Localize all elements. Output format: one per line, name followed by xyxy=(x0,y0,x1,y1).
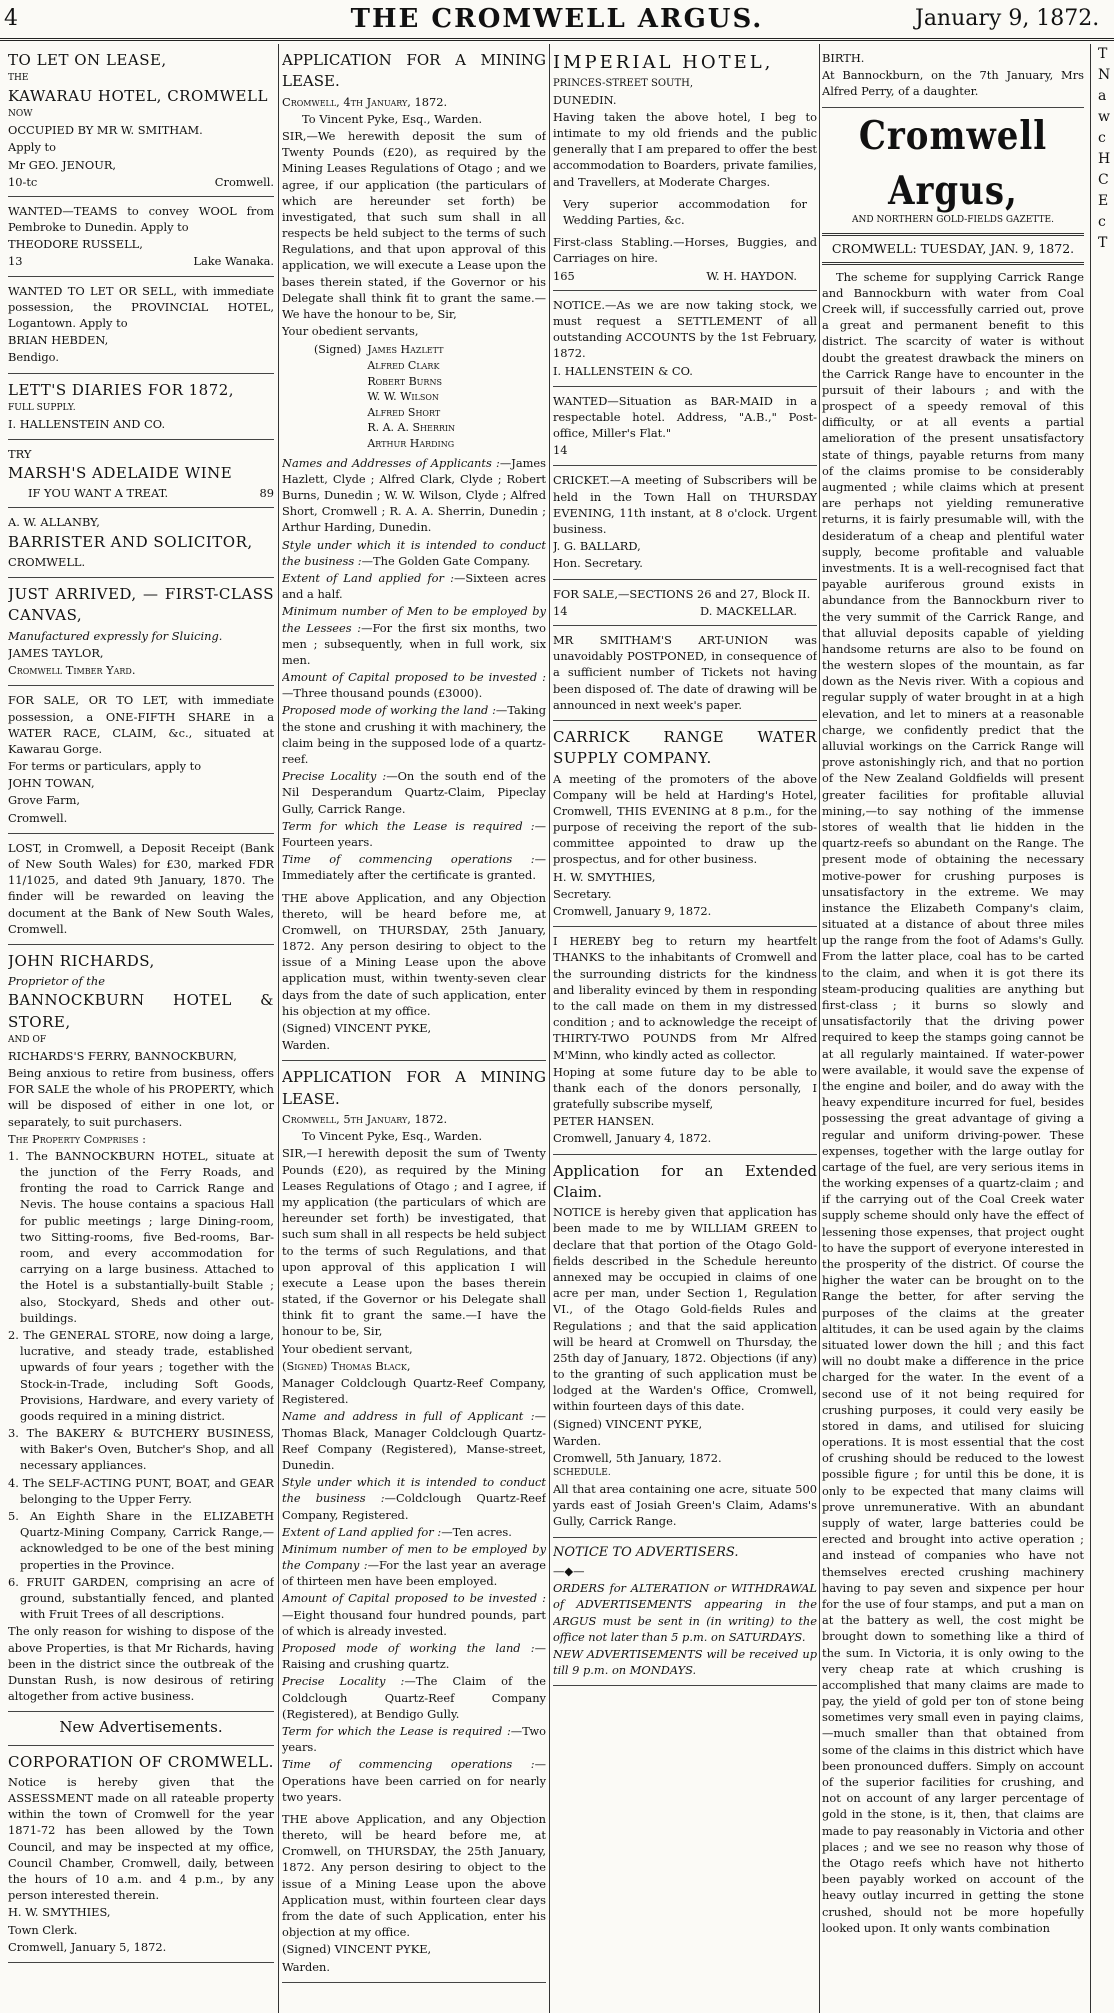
cutoff-letter: T xyxy=(1098,46,1108,62)
stock-notice-ad xyxy=(553,291,817,387)
ad-heading: A. W. ALLANBY, xyxy=(8,515,100,530)
ad-heading: BARRISTER AND SOLICITOR, xyxy=(8,532,253,551)
field-label: Extent of Land applied for : xyxy=(282,570,454,585)
ad-date: Cromwell, January 4, 1872. xyxy=(553,1131,712,1146)
ad-date: Cromwell, 5th January, 1872. xyxy=(282,1112,448,1127)
field-label: Style under which it is intended to conduct the business : xyxy=(282,537,546,568)
field-value: —Thomas Black, Manager Coldclough Quartz-Reef Company (Registered), Manse-street, Dunedin. xyxy=(282,1409,546,1472)
field-value: —James Hazlett, Clyde ; Alfred Clark, Clyde ; Robert Burns, Dunedin ; W. W. Wilson, Clyde ; Alfred Short, Cromwell ; R. A. A. Sherrin, Dunedin ; Arthur Harding, Dunedin. xyxy=(282,455,546,535)
signatory-name: Alfred Short xyxy=(367,405,441,419)
richards-property-ad xyxy=(8,945,274,1712)
field-value: —The Claim of the Coldclough Quartz-Reef Company (Registered), at Bendigo Gully. xyxy=(282,1674,546,1721)
ad-heading: JOHN RICHARDS, xyxy=(8,951,155,970)
ad-text: NOTICE is hereby given that application has been made to me by WILLIAM GREEN to declare that that portion of the Otago Gold-fields described in the Schedule hereunto annexed may be occupied in claims of one acre per man, under Section 1, Regulation VI., of the Otago Gold-fields Rules and Regulations ; and that the said application will be heard at Cromwell on Thursday, the 25th day of January, 1872. Objections (if any) to the granting of such application must be lodged at the Warden's Office, Cromwell, within fourteen days of this date. xyxy=(553,1205,817,1414)
ad-heading: MARSH'S ADELAIDE WINE xyxy=(8,464,233,482)
ad-heading: APPLICATION FOR A MINING LEASE. xyxy=(282,1068,546,1108)
ad-text: To Vincent Pyke, Esq., Warden. xyxy=(302,111,483,126)
ad-text: FOR SALE,—SECTIONS 26 and 27, Block II. xyxy=(553,586,811,601)
ornament: —◆— xyxy=(553,1564,585,1579)
ad-heading: IMPERIAL HOTEL, xyxy=(553,52,774,73)
water-race-ad xyxy=(8,686,274,834)
cutoff-letter: E xyxy=(1098,193,1109,209)
cutoff-letter: N xyxy=(1098,67,1111,83)
ad-text: THE above Application, and any Objection thereto, will be heard before me, at Cromwell, on THURSDAY, the 25th January, 1872. Any person desiring to object to the issue of a Mining Lease upon the above Application must, within fourteen clear days from the date of such Application, enter his objection at my office. xyxy=(282,1811,546,1940)
ad-text: THE xyxy=(8,73,29,84)
ad-date: Cromwell, 4th January, 1872. xyxy=(282,94,448,109)
newspaper-title: THE CROMWELL ARGUS. xyxy=(350,4,764,34)
ad-text: First-class Stabling.—Horses, Buggies, and Carriages on hire. xyxy=(553,235,817,266)
ad-text: IF YOU WANT A TREAT. xyxy=(28,486,169,501)
ad-text: Hon. Secretary. xyxy=(553,556,643,571)
corporation-notice xyxy=(8,1746,274,1963)
page-number: 4 xyxy=(4,6,18,31)
ad-text: A meeting of the promoters of the above Company will be held at Harding's Hotel, Cromwell, THIS EVENING at 8 p.m., for the purpose of receiving the report of the sub-committee appointed to draw up the prospectus, and for other business. xyxy=(553,771,817,867)
ad-text: At Bannockburn, on the 7th January, Mrs Alfred Perry, of a daughter. xyxy=(822,68,1084,99)
ad-text: Hoping at some future day to be able to thank each of the donors personally, I gratefully subscribe myself, xyxy=(553,1064,817,1112)
ad-signature: (Signed) VINCENT PYKE, xyxy=(282,1021,432,1036)
lost-receipt-ad xyxy=(8,834,274,945)
field-value: —Sixteen acres and a half. xyxy=(282,570,546,602)
notice-to-advertisers xyxy=(553,1538,817,1687)
field-value: —Three thousand pounds (£3000). xyxy=(282,686,483,701)
field-label: Minimum number of men to be employed by the Company : xyxy=(282,1541,546,1573)
field-label: Proposed mode of working the land : xyxy=(282,1641,535,1656)
list-item: 2. The GENERAL STORE, now doing a large, lucrative, and steady trade, established upwards of four years ; together with the Stock-in-Trade, including Soft Goods, Provisions, Hardware, and every variety of goods required in a mining district. xyxy=(8,1327,274,1423)
ad-text: Warden. xyxy=(282,1038,330,1053)
ad-text: OCCUPIED BY MR W. SMITHAM. xyxy=(8,123,203,138)
field-value: —Immediately after the certificate is granted. xyxy=(282,852,546,883)
ad-signature: H. W. SMYTHIES, xyxy=(8,1905,111,1920)
ad-place: CROMWELL. xyxy=(8,554,86,569)
ad-heading: Application for an Extended Claim. xyxy=(553,1161,817,1201)
ad-text: All that area containing one acre, situate 500 yards east of Josiah Green's Claim, Adams's Gully, Carrick Range. xyxy=(553,1482,817,1529)
column-5-cutoff xyxy=(1098,44,1114,2013)
divider xyxy=(822,233,1084,236)
ad-text: NEW ADVERTISEMENTS will be received up till 9 p.m. on MONDAYS. xyxy=(553,1646,817,1678)
canvas-ad xyxy=(8,578,274,686)
field-label: Minimum number of Men to be employed by the Lessees : xyxy=(282,604,546,635)
marsh-wine-ad xyxy=(8,440,274,509)
ad-heading: RICHARDS'S FERRY, BANNOCKBURN, xyxy=(8,1048,237,1063)
ad-text: To Vincent Pyke, Esq., Warden. xyxy=(302,1129,483,1144)
field-label: Style under which it is intended to conduct the business : xyxy=(282,1475,546,1506)
signatory-list xyxy=(367,342,459,451)
ad-signature: I. HALLENSTEIN AND CO. xyxy=(8,416,166,431)
ad-date: Cromwell, January 9, 1872. xyxy=(553,904,712,919)
ad-subheading: The Property Comprises : xyxy=(8,1131,146,1146)
field-value: —Coldclough Quartz-Reef Company, Registered. xyxy=(282,1491,546,1522)
ad-text: Your obedient servants, xyxy=(282,324,419,339)
ad-text: Warden. xyxy=(553,1433,601,1448)
editorial-subtitle: AND NORTHERN GOLD-FIELDS GAZETTE. xyxy=(852,215,1054,226)
new-advertisements-heading: New Advertisements. xyxy=(8,1712,274,1745)
ad-text: I HEREBY beg to return my heartfelt THANKS to the inhabitants of Cromwell and the surrounding districts for the kindness and liberality evinced by them in responding to the call made on them in my distressed condition ; and to acknowledge the receipt of THIRTY-TWO POUNDS from Mr Alfred M'Minn, who kindly acted as collector. xyxy=(553,934,817,1062)
ad-heading: TO LET ON LEASE, xyxy=(8,51,167,69)
field-label: Amount of Capital proposed to be invested : xyxy=(282,670,546,685)
ad-text: The only reason for wishing to dispose of the above Properties, is that Mr Richards, having been in the district since the outbreak of the Dunstan Rush, is now desirous of retiring altogether from active business. xyxy=(8,1624,274,1704)
signatory-name: Arthur Harding xyxy=(367,437,455,451)
ad-text: ORDERS for ALTERATION or WITHDRAWAL of ADVERTISEMENTS appearing in the ARGUS must be sent in (in writing) to the office not later than 5 p.m. on SATURDAYS. xyxy=(553,1581,817,1644)
ad-place: Cromwell. xyxy=(8,810,68,825)
column-rule xyxy=(549,44,550,2013)
ad-date: Cromwell, 5th January, 1872. xyxy=(553,1451,722,1466)
field-label: Precise Locality : xyxy=(282,769,387,784)
ad-text: Proprietor of the xyxy=(8,974,105,989)
column-rule xyxy=(1090,44,1091,2013)
cutoff-letter: w xyxy=(1098,109,1110,125)
ad-text: WANTED TO LET OR SELL, with immediate possession, the PROVINCIAL HOTEL, Logantown. Apply to xyxy=(8,283,274,330)
field-value: —For the first six months, two men ; subsequently, when in full work, six men. xyxy=(282,620,546,667)
ad-text: Warden. xyxy=(282,1959,330,1974)
ad-text: Town Clerk. xyxy=(8,1922,78,1937)
ad-text: AND OF xyxy=(8,1035,47,1046)
field-value: —The Golden Gate Company. xyxy=(361,553,531,568)
field-label: Extent of Land applied for : xyxy=(282,1524,442,1539)
imperial-hotel-ad xyxy=(553,44,817,291)
ad-place: Lake Wanaka. xyxy=(193,254,274,269)
ad-text: FOR SALE, OR TO LET, with immediate possession, a ONE-FIFTH SHARE in a WATER RACE, CLAIM, &c., situated at Kawarau Gorge. xyxy=(8,693,274,756)
ad-text: TRY xyxy=(8,446,32,461)
list-item: 4. The SELF-ACTING PUNT, BOAT, and GEAR belonging to the Upper Ferry. xyxy=(8,1475,274,1506)
ad-text: DUNEDIN. xyxy=(553,92,617,107)
ad-text: FULL SUPPLY. xyxy=(8,402,76,413)
property-list xyxy=(8,1148,274,1622)
ad-text: For terms or particulars, apply to xyxy=(8,759,202,774)
column-rule xyxy=(278,44,279,2013)
field-label: Names and Addresses of Applicants : xyxy=(282,455,500,470)
column-3 xyxy=(553,44,817,2013)
ad-text: WANTED—Situation as BAR-MAID in a respectable hotel. Address, "A.B.," Post-office, Miller's Flat." xyxy=(553,393,817,441)
cutoff-letter: c xyxy=(1098,214,1106,230)
list-item: 3. The BAKERY & BUTCHERY BUSINESS, with Baker's Oven, Butcher's Shop, and all necessary appliances. xyxy=(8,1426,274,1473)
ad-text: SIR,—I herewith deposit the sum of Twenty Pounds (£20), as required by the Mining Leases Regulations of Otago ; and I agree, if my application (the particulars of which are hereunder set forth) be investigated, that such sum shall in all respects be held subject to the terms of such Regulations, and that upon approval of this application I will execute a Lease upon the bases therein stated, if the Governor or his Delegate shall think fit to grant the same.—I have the honour to be, Sir, xyxy=(282,1146,546,1339)
cutoff-letter: c xyxy=(1098,130,1106,146)
cutoff-letter: a xyxy=(1098,88,1107,104)
ad-text: NOTICE.—As we are now taking stock, we must request a SETTLEMENT of all outstanding ACCOUNTS by the 1st February, 1872. xyxy=(553,297,817,361)
column-1 xyxy=(8,44,274,2013)
signatory-name: R. A. A. Sherrin xyxy=(367,421,456,435)
field-value: —Operations have been carried on for nearly two years. xyxy=(282,1757,546,1804)
editorial-nameplate: Cromwell Argus, xyxy=(858,112,1048,215)
extended-claim-ad xyxy=(553,1155,817,1538)
field-label: Term for which the Lease is required : xyxy=(282,1723,511,1738)
ad-text: Being anxious to retire from business, offers FOR SALE the whole of his PROPERTY, which will be disposed of either in one lot, or separately, to suit purchasers. xyxy=(8,1065,274,1129)
list-item: 6. FRUIT GARDEN, comprising an acre of ground, substantially fenced, and planted with Fruit Trees of all descriptions. xyxy=(8,1574,274,1622)
ad-code: 165 xyxy=(553,268,575,283)
sections-for-sale-ad xyxy=(553,580,817,626)
ad-signature: (Signed) VINCENT PYKE, xyxy=(553,1416,703,1431)
article-paragraph: The scheme for supplying Carrick Range and Bannockburn with water from Coal Creek will, if successfully carried out, prove a great and permanent benefit to this district. The scarcity of water is without doubt the greatest drawback the miners on the Carrick Range have to encounter in the pursuit of their labours ; and with the prospect of a speedy removal of this difficulty, or at all events a partial amelioration of the present unsatisfactory state of things, payable returns from many of the claims promise to be considerably augmented ; while claims which at present are perhaps not yielding remunerative returns, it is fairly presumable will, with the desideratum of a cheap and plentiful water supply, become profitable and valuable investments. It is a well-recognised fact that payable auriferous ground exists in abundance from the Bannockburn river to the very summit of the Carrick Range, and that alluvial deposits capable of yielding handsome returns are also to be found on the western slopes of the mountain, as far down as the Nevis river. With a copious and regular supply of water brought in at a high elevation, and let to miners at a reasonable charge, we confidently predict that the alluvial workings on the Carrick Range will prove astonishingly rich, and that no portion of the New Zealand Goldfields will present greater facilities for profitable alluvial mining,—to say nothing of the immense stores of wealth that lie hidden in the quartz-reefs so abundant on the Range. The present mode of obtaining the necessary motive-power for crushing purposes is unsatisfactory in the extreme. We may instance the Elizabeth Company's claim, situated at a distance of about three miles up the range from the foot of Adams's Gully. From the latter place, coal has to be carted to the claim, and when it is got there its steam-producing qualities are anything but first-class ; it burns so slowly and unsatisfactorily that the driving power required to keep the stamps going cannot be at all regularly maintained. If water-power were available, it would save the expense of the engine and boiler, and do away with the heavy expenditure incurred for fuel, besides possessing the great advantage of giving a regular and uniform driving-power. These expenses, together with the large outlay for cartage of the fuel, are very serious items in the working expenses of a quartz-claim ; and if the carrying out of the Coal Creek water supply scheme should only have the effect of lessening those expenses, that project ought to have the support of everyone interested in the prosperity of the district. Of course the higher the water can be brought on to the Range the better, for after serving the purposes of the claims at the greater altitudes, it can be used again by the claims situated lower down the hill ; and this fact will no doubt make a difference in the price charged for the water. In the event of a second use of it not being required for crushing purposes, it could very easily be stored in dams, and utilised for sluicing operations. It is most essential that the cost of crushing should be reduced to the lowest possible figure ; for until this be done, it is only to be expected that many claims will prove unremunerative. With an abundant supply of water, large batteries could be erected and brought into active operation ; and instead of companies who have not themselves erected crushing machinery having to pay seven and sixpence per hour for the use of four stamps, and put a man on at the battery as well, the cost might be brought down to something like a third of the sum. In Victoria, it is only owing to the very cheap rate at which crushing is accomplished that many claims are made to pay, the yield of gold per ton of stone being sometimes very small even in paying claims,—much smaller than that obtained from some of the claims in this district which have been pronounced duffers. Simply on account of the superior facilities for crushing, and not on account of any larger percentage of gold in the stone, is it, then, that claims are made to pay reasonably in Victoria and other places ; and we see no reason why those of the Otago reefs which have not hitherto been payably worked on account of the heavy outlay incurred in getting the stone crushed, should not be more hopefully looked upon. It only wants combination xyxy=(822,269,1084,1935)
provincial-hotel-ad xyxy=(8,277,274,374)
ad-text: CRICKET.—A meeting of Subscribers will be held in the Town Hall on THURSDAY EVENING, 11th instant, at 8 o'clock. Urgent business. xyxy=(553,473,817,537)
cutoff-letter: H xyxy=(1098,151,1111,167)
column-rule xyxy=(819,44,820,2013)
kawarau-hotel-ad xyxy=(8,44,274,197)
ad-signature: (Signed) VINCENT PYKE, xyxy=(282,1942,432,1957)
ad-code: 10-tc xyxy=(8,174,38,189)
ad-signature: I. HALLENSTEIN & CO. xyxy=(553,363,693,378)
ad-text: Notice is hereby given that the ASSESSMENT made on all rateable property within the town of Cromwell for the year 1871-72 has been allowed by the Town Council, and may be inspected at my office, Council Chamber, Cromwell, daily, between the hours of 10 a.m. and 4 p.m., by any person interested therein. xyxy=(8,1774,274,1903)
ad-text: PRINCES-STREET SOUTH, xyxy=(553,77,694,89)
ad-code: 89 xyxy=(259,486,274,501)
signatory-name: Alfred Clark xyxy=(367,359,440,373)
field-value: —Eight thousand four hundred pounds, part of which is already invested. xyxy=(282,1607,546,1638)
signatory-name: W. W. Wilson xyxy=(367,390,439,404)
art-union-ad xyxy=(553,626,817,721)
editorial-dateline: CROMWELL: TUESDAY, JAN. 9, 1872. xyxy=(831,240,1075,256)
ad-place: Bendigo. xyxy=(8,350,59,365)
birth-notice xyxy=(822,44,1084,108)
ad-text: Manufactured expressly for Sluicing. xyxy=(8,628,223,643)
ad-subheading: SCHEDULE. xyxy=(553,1468,611,1479)
ad-text: LOST, in Cromwell, a Deposit Receipt (Bank of New South Wales) for £30, marked FDR 11/1025, and dated 9th January, 1870. The finder will be rewarded on leaving the document at the Bank of New South Wales, Cromwell. xyxy=(8,840,274,936)
field-value: —Raising and crushing quartz. xyxy=(282,1641,546,1672)
ad-text: Having taken the above hotel, I beg to intimate to my old friends and the public generally that I am prepared to offer the best accommodation to Boarders, private families, and Travellers, at Moderate Charges. xyxy=(553,109,817,189)
field-value: —On the south end of the Nil Desperandum Quartz-Claim, Pipeclay Gully, Carrick Range. xyxy=(282,769,546,816)
barmaid-ad xyxy=(553,387,817,467)
ad-text: SIR,—We herewith deposit the sum of Twenty Pounds (£20), as required by the Mining Leases Regulations of Otago ; and we agree, if our application (the particulars of which are hereunder set forth) be investigated, that such sum shall in all respects be held subject to the terms of such Regulations, and that upon approval of this application, we will execute a Lease upon the bases therein stated, if the Governor or his Delegate shall think fit to grant the same.—We have the honour to be, Sir, xyxy=(282,128,546,322)
ad-text: Apply to xyxy=(8,140,56,155)
field-value: —Taking the stone and crushing it with machinery, the claim being in the supposed lode of a quartz-reef. xyxy=(282,703,546,767)
field-value: —For the last year an average of thirteen men have been employed. xyxy=(282,1558,546,1589)
signatory-name: James Hazlett xyxy=(367,343,444,357)
ad-text: Your obedient servant, xyxy=(282,1341,413,1356)
ad-text: WANTED—TEAMS to convey WOOL from Pembroke to Dunedin. Apply to xyxy=(8,203,274,235)
editorial-article xyxy=(822,269,1084,1936)
ad-heading: KAWARAU HOTEL, CROMWELL xyxy=(8,87,268,106)
signatories xyxy=(312,340,461,453)
ad-heading: JUST ARRIVED, — FIRST-CLASS CANVAS, xyxy=(8,585,274,625)
cutoff-letter: C xyxy=(1098,172,1109,188)
field-label: Term for which the Lease is required : xyxy=(282,818,535,833)
column-2 xyxy=(282,44,546,2013)
ad-signature: H. W. SMYTHIES, xyxy=(553,869,656,884)
field-label: Precise Locality : xyxy=(282,1674,405,1689)
ad-date: Cromwell, January 5, 1872. xyxy=(8,1939,167,1954)
field-value: —Ten acres. xyxy=(441,1524,512,1539)
field-label: Proposed mode of working the land : xyxy=(282,703,496,718)
letts-diaries-ad xyxy=(8,374,274,440)
ad-heading: BANNOCKBURN HOTEL & STORE, xyxy=(8,991,274,1031)
field-value: —Fourteen years. xyxy=(282,818,546,849)
field-value: —Two years. xyxy=(282,1723,546,1755)
ad-signature: Mr GEO. JENOUR, xyxy=(8,157,117,172)
ad-text: THE above Application, and any Objection thereto, will be heard before me, at Cromwell, on THURSDAY, 25th January, 1872. Any person desiring to object to the issue of a Mining Lease upon the above application must, within twenty-seven clear days from the date of such application, enter his objection at my office. xyxy=(282,890,546,1018)
ad-text: Manager Coldclough Quartz-Reef Company, Registered. xyxy=(282,1376,546,1407)
field-label: Amount of Capital proposed to be invested : xyxy=(282,1591,546,1606)
field-label: Time of commencing operations : xyxy=(282,1757,535,1772)
ad-heading: CARRICK RANGE WATER SUPPLY COMPANY. xyxy=(553,727,817,768)
ad-text: (Signed) xyxy=(314,343,362,357)
signatory-name: Robert Burns xyxy=(367,374,442,388)
divider xyxy=(822,262,1084,265)
ad-heading: APPLICATION FOR A MINING LEASE. xyxy=(282,51,546,91)
masthead xyxy=(0,0,1114,41)
ad-place: Grove Farm, xyxy=(8,793,80,808)
issue-date: January 9, 1872. xyxy=(915,6,1100,31)
allanby-ad xyxy=(8,508,274,578)
mining-lease-application-1 xyxy=(282,44,546,1061)
ad-heading: NOTICE TO ADVERTISERS. xyxy=(553,1544,739,1560)
mining-lease-application-2 xyxy=(282,1061,546,1982)
carrick-water-ad xyxy=(553,721,817,927)
ad-signature: JAMES TAYLOR, xyxy=(8,645,104,660)
ad-text: NOW xyxy=(8,109,33,120)
ad-heading: CORPORATION OF CROMWELL. xyxy=(8,1752,274,1771)
wanted-teams-ad xyxy=(8,197,274,277)
list-item: 5. An Eighth Share in the ELIZABETH Quartz-Mining Company, Carrick Range,—acknowledged to be one of the best mining properties in the Province. xyxy=(8,1509,274,1572)
ad-signature: (Signed) Thomas Black, xyxy=(282,1358,411,1373)
ad-signature: THEODORE RUSSELL, xyxy=(8,237,143,252)
ad-place: Cromwell. xyxy=(214,174,274,189)
ad-code: 14 xyxy=(553,603,568,618)
field-label: Time of commencing operations : xyxy=(282,852,535,867)
ad-signature: PETER HANSEN. xyxy=(553,1114,655,1129)
ad-signature: BRIAN HEBDEN, xyxy=(8,333,109,348)
ad-signature: J. G. BALLARD, xyxy=(553,539,641,554)
ad-place: Cromwell Timber Yard. xyxy=(8,663,136,678)
ad-text: Very superior accommodation for Wedding Parties, &c. xyxy=(563,196,807,228)
cutoff-letter: T xyxy=(1098,235,1108,251)
ad-text: MR SMITHAM'S ART-UNION was unavoidably POSTPONED, in consequence of a sufficient number of Tickets not having been disposed of. The date of drawing will be announced in next week's paper. xyxy=(553,632,817,712)
list-item: 1. The BANNOCKBURN HOTEL, situate at the junction of the Ferry Roads, and fronting the road to Carrick Range and Nevis. The house contains a spacious Hall for public meetings ; large Dining-room, two Sitting-rooms, five Bed-rooms, Bar-room, and every accommodation for carrying on a large business. Attached to the Hotel is a substantially-built Stable ; also, Stockyard, Sheds and other out-buildings. xyxy=(8,1148,274,1325)
field-label: Name and address in full of Applicant : xyxy=(282,1409,535,1424)
ad-signature: D. MACKELLAR. xyxy=(700,603,797,618)
column-4 xyxy=(822,44,1084,2013)
cricket-ad xyxy=(553,466,817,579)
ad-text: Secretary. xyxy=(553,886,612,901)
ad-signature: JOHN TOWAN, xyxy=(8,776,95,791)
hansen-thanks-ad xyxy=(553,927,817,1154)
ad-code: 13 xyxy=(8,254,23,269)
ad-heading: LETT'S DIARIES FOR 1872, xyxy=(8,380,235,399)
ad-heading: BIRTH. xyxy=(822,51,865,65)
ad-signature: W. H. HAYDON. xyxy=(706,268,797,283)
ad-code: 14 xyxy=(553,443,568,458)
